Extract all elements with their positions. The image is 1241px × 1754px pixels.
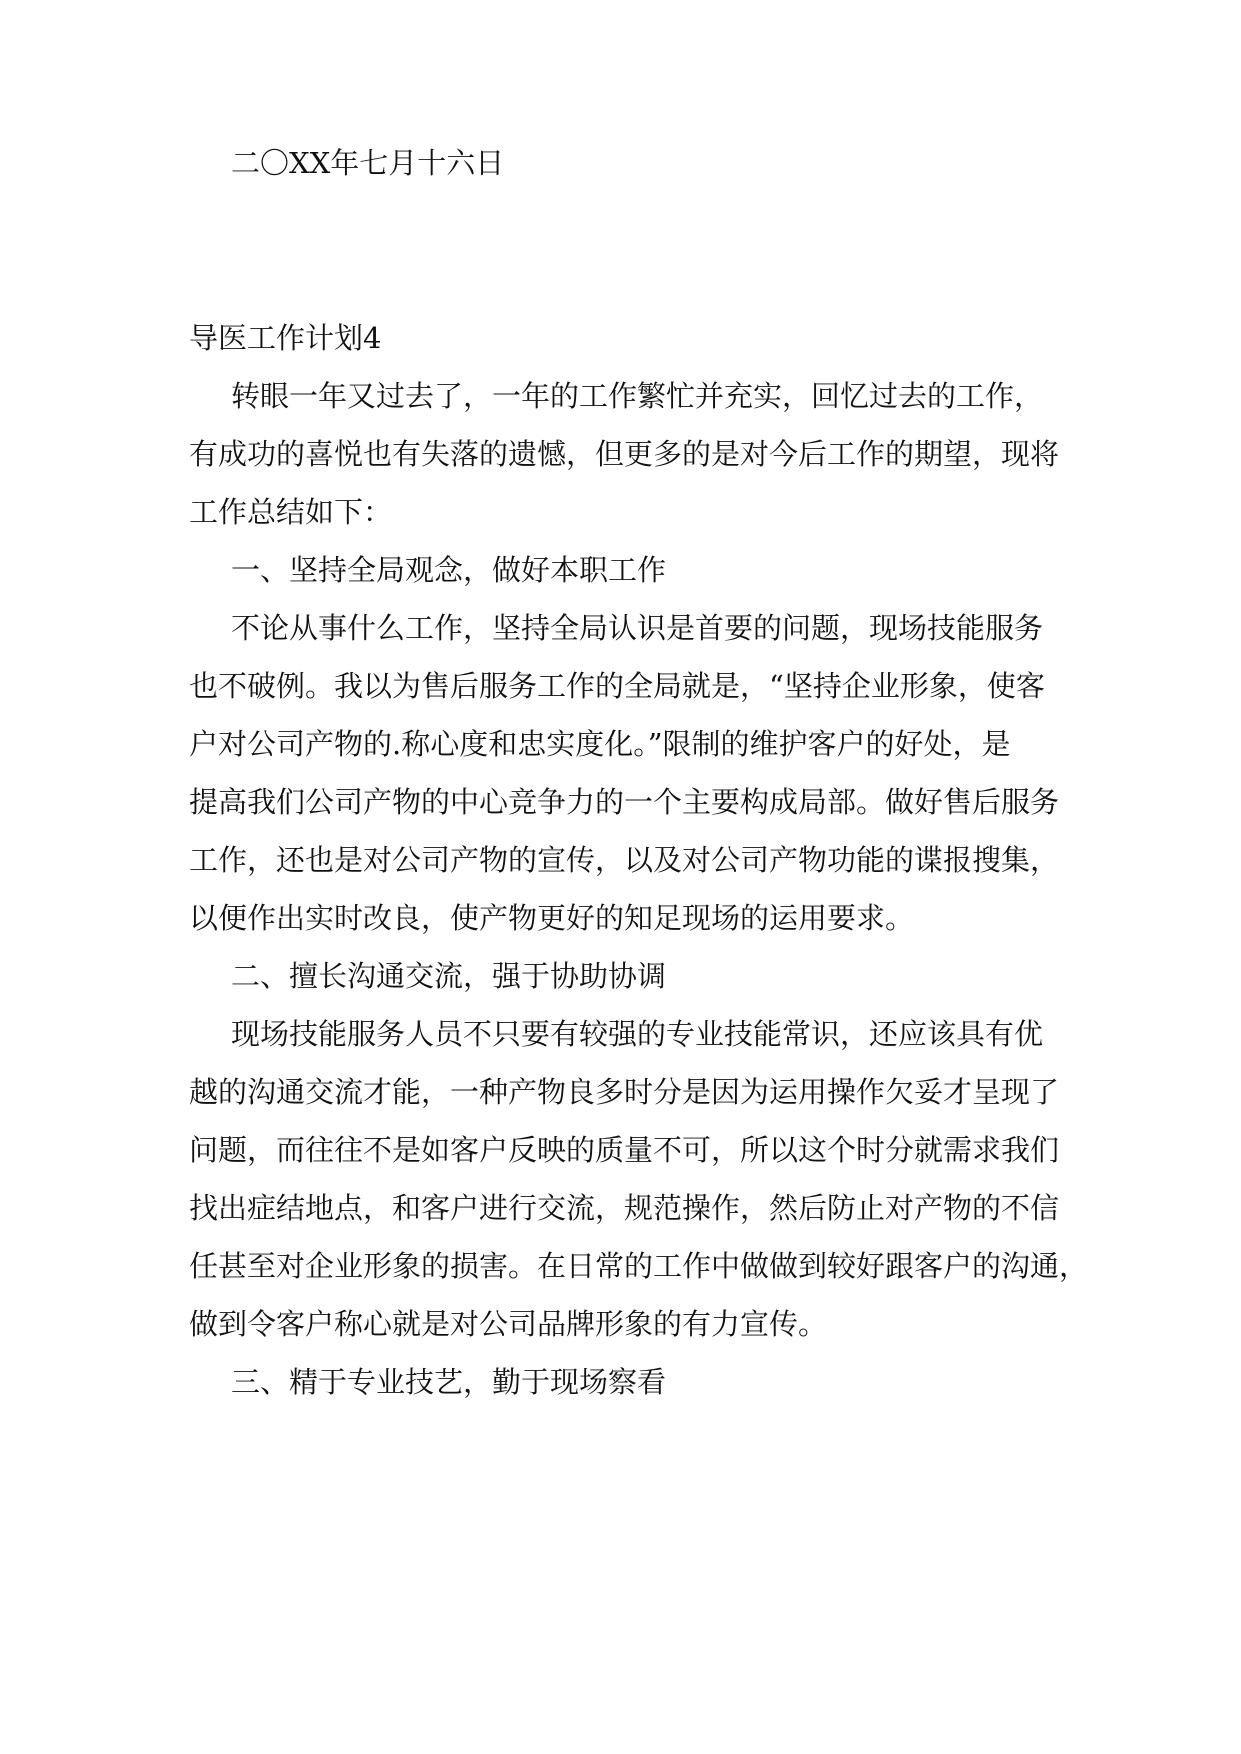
- paragraph-line: 不论从事什么工作，坚持全局认识是首要的问题，现场技能服务: [231, 611, 1044, 645]
- paragraph-line: 问题，而往往不是如客户反映的质量不可，所以这个时分就需求我们: [189, 1133, 1060, 1167]
- subheading-line: 一、坚持全局观念，做好本职工作: [231, 553, 667, 587]
- paragraph-line: 以便作出实时改良，使产物更好的知足现场的运用要求。: [189, 901, 915, 935]
- paragraph-line: 转眼一年又过去了，一年的工作繁忙并充实，回忆过去的工作，: [231, 379, 1044, 413]
- section-heading: 导医工作计划4: [189, 321, 382, 355]
- paragraph-line: 越的沟通交流才能，一种产物良多时分是因为运用操作欠妥才呈现了: [189, 1075, 1060, 1109]
- paragraph-line: 提高我们公司产物的中心竞争力的一个主要构成局部。做好售后服务: [189, 785, 1060, 819]
- paragraph-line: 户对公司产物的.称心度和忠实度化。”限制的维护客户的好处，是: [189, 727, 1011, 761]
- paragraph-line: 任甚至对企业形象的损害。在日常的工作中做做到较好跟客户的沟通，: [189, 1249, 1089, 1283]
- paragraph-line: 也不破例。我以为售后服务工作的全局就是，“坚持企业形象，使客: [189, 669, 1045, 703]
- paragraph-line: 工作总结如下：: [189, 495, 393, 529]
- paragraph-line: 做到令客户称心就是对公司品牌形象的有力宣传。: [189, 1307, 828, 1341]
- date-line: 二〇XX年七月十六日: [231, 146, 505, 180]
- paragraph-line: 有成功的喜悦也有失落的遗憾，但更多的是对今后工作的期望，现将: [189, 437, 1060, 471]
- paragraph-line: 找出症结地点，和客户进行交流，规范操作，然后防止对产物的不信: [189, 1191, 1060, 1225]
- paragraph-line: 工作，还也是对公司产物的宣传，以及对公司产物功能的谍报搜集，: [189, 843, 1060, 877]
- subheading-line: 二、擅长沟通交流，强于协助协调: [231, 959, 667, 993]
- subheading-line: 三、精于专业技艺，勤于现场察看: [231, 1365, 667, 1399]
- paragraph-line: 现场技能服务人员不只要有较强的专业技能常识，还应该具有优: [231, 1017, 1044, 1051]
